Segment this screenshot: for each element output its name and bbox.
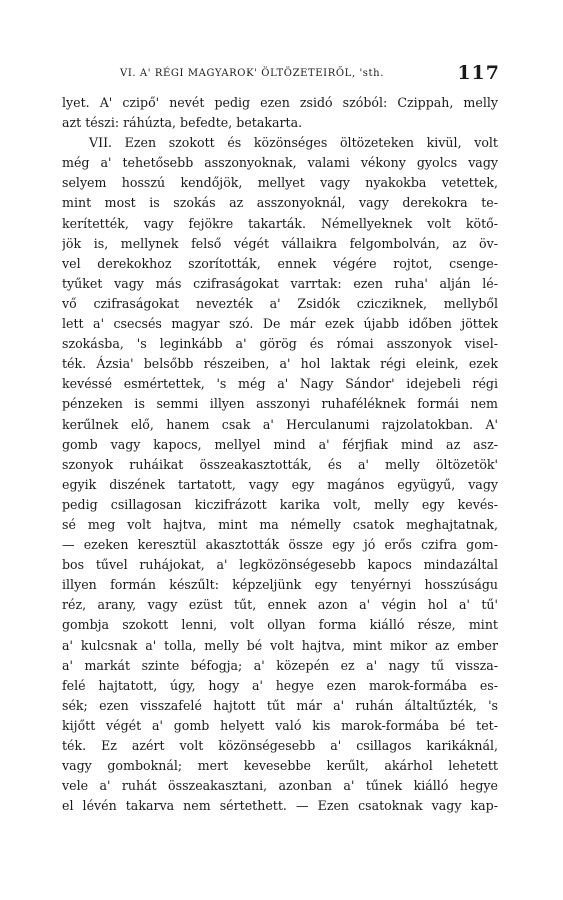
text-line: bos tűvel ruhájokat, a' legközönségesebb kapocs mindazáltal (62, 557, 498, 573)
text-line: selyem hosszú kendőjök, mellyet vagy nyakokba vetettek, (62, 175, 498, 191)
text-line: egyik diszének tartatott, vagy egy magános együgyű, vagy (62, 476, 498, 492)
text-line: kijőtt végét a' gomb helyett való kis marok-formába bé tet- (62, 717, 498, 733)
text-line: sé meg volt hajtva, mint ma némelly csatok meghajtatnak, (62, 516, 498, 532)
text-line: el lévén takarva nem sértethett. — Ezen csatoknak vagy kap- (62, 798, 498, 814)
text-line: szokásba, 's leginkább a' görög és római asszonyok visel- (62, 336, 498, 352)
text-line: gomb vagy kapocs, mellyel mind a' férjfiak mind az asz- (62, 436, 498, 452)
text-line: jök is, mellynek felső végét vállaikra felgombolván, az öv- (62, 235, 498, 251)
running-title: VI. A' RÉGI MAGYAROK' ÖLTÖZETEIRŐL, 'sth. (120, 68, 384, 79)
page-number: 117 (457, 62, 500, 84)
text-line: felé hajtatott, úgy, hogy a' hegye ezen marok-formába es- (62, 677, 498, 693)
running-head (120, 62, 500, 86)
text-line: illyen formán készűlt: képzeljünk egy tenyérnyi hosszúságu (62, 577, 498, 593)
text-line: vő czifraságokat nevezték a' Zsidók czicziknek, mellyből (62, 295, 498, 311)
paragraph-start-line: VII. Ezen szokott és közönséges öltözeteken kivül, volt (89, 135, 498, 151)
text-line: — ezeken keresztül akasztották össze egy jó erős czifra gom- (62, 537, 498, 553)
text-line: mint most is szokás az asszonyoknál, vagy derekokra te- (62, 195, 498, 211)
text-line: vele a' ruhát összeakasztani, azonban a' tűnek kiálló hegye (62, 778, 498, 794)
text-line: kevéssé esmértettek, 's még a' Nagy Sándor' idejebeli régi (62, 376, 498, 392)
text-line: ték. Ez azért volt közönségesebb a' csillagos karikáknál, (62, 738, 498, 753)
text-line: gombja szokott lenni, volt ollyan forma kiálló része, mint (62, 617, 498, 633)
text-line: réz, arany, vagy ezüst tűt, ennek azon a' végin hol a' tű' (62, 597, 498, 613)
text-line: lyet. A' czipő' nevét pedig ezen zsidó szóból: Czippah, melly (62, 95, 498, 110)
text-line: lett a' csecsés magyar szó. De már ezek újabb időben jöttek (62, 316, 498, 332)
text-line: a' kulcsnak a' tolla, melly bé volt hajtva, mint mikor az ember (62, 637, 498, 653)
text-line: még a' tehetősebb asszonyoknak, valami vékony gyolcs vagy (62, 155, 498, 171)
text-line: tyűket vagy más czifraságokat varrtak: ezen ruha' alján lé- (62, 275, 498, 291)
text-line: vagy gomboknál; mert kevesebbe kerűlt, akárhol lehetett (62, 758, 498, 774)
text-line: sék; ezen visszafelé hajtott tűt már a' ruhán általtűzték, 's (62, 697, 498, 713)
text-line: azt tészi: ráhúzta, befedte, betakarta. (62, 115, 303, 131)
text-line: kerűlnek elő, hanem csak a' Herculanumi rajzolatokban. A' (62, 416, 498, 432)
text-line: pénzeken is semmi illyen asszonyi ruhaféléknek formái nem (62, 396, 498, 412)
text-line: kerítették, vagy fejökre takarták. Némellyeknek volt kötő- (62, 215, 498, 231)
text-line: vel derekokhoz szorították, ennek végére rojtot, csenge- (62, 255, 498, 271)
text-line: ték. Ázsia' belsőbb részeiben, a' hol laktak régi eleink, ezek (62, 356, 498, 372)
text-line: szonyok ruháikat összeakasztották, és a' melly öltözetök' (62, 456, 498, 472)
text-line: pedig csillagosan kiczifrázott karika volt, melly egy kevés- (62, 496, 498, 512)
text-line: a' markát szinte béfogja; a' közepén ez a' nagy tű vissza- (62, 657, 498, 673)
body-text (62, 93, 498, 816)
